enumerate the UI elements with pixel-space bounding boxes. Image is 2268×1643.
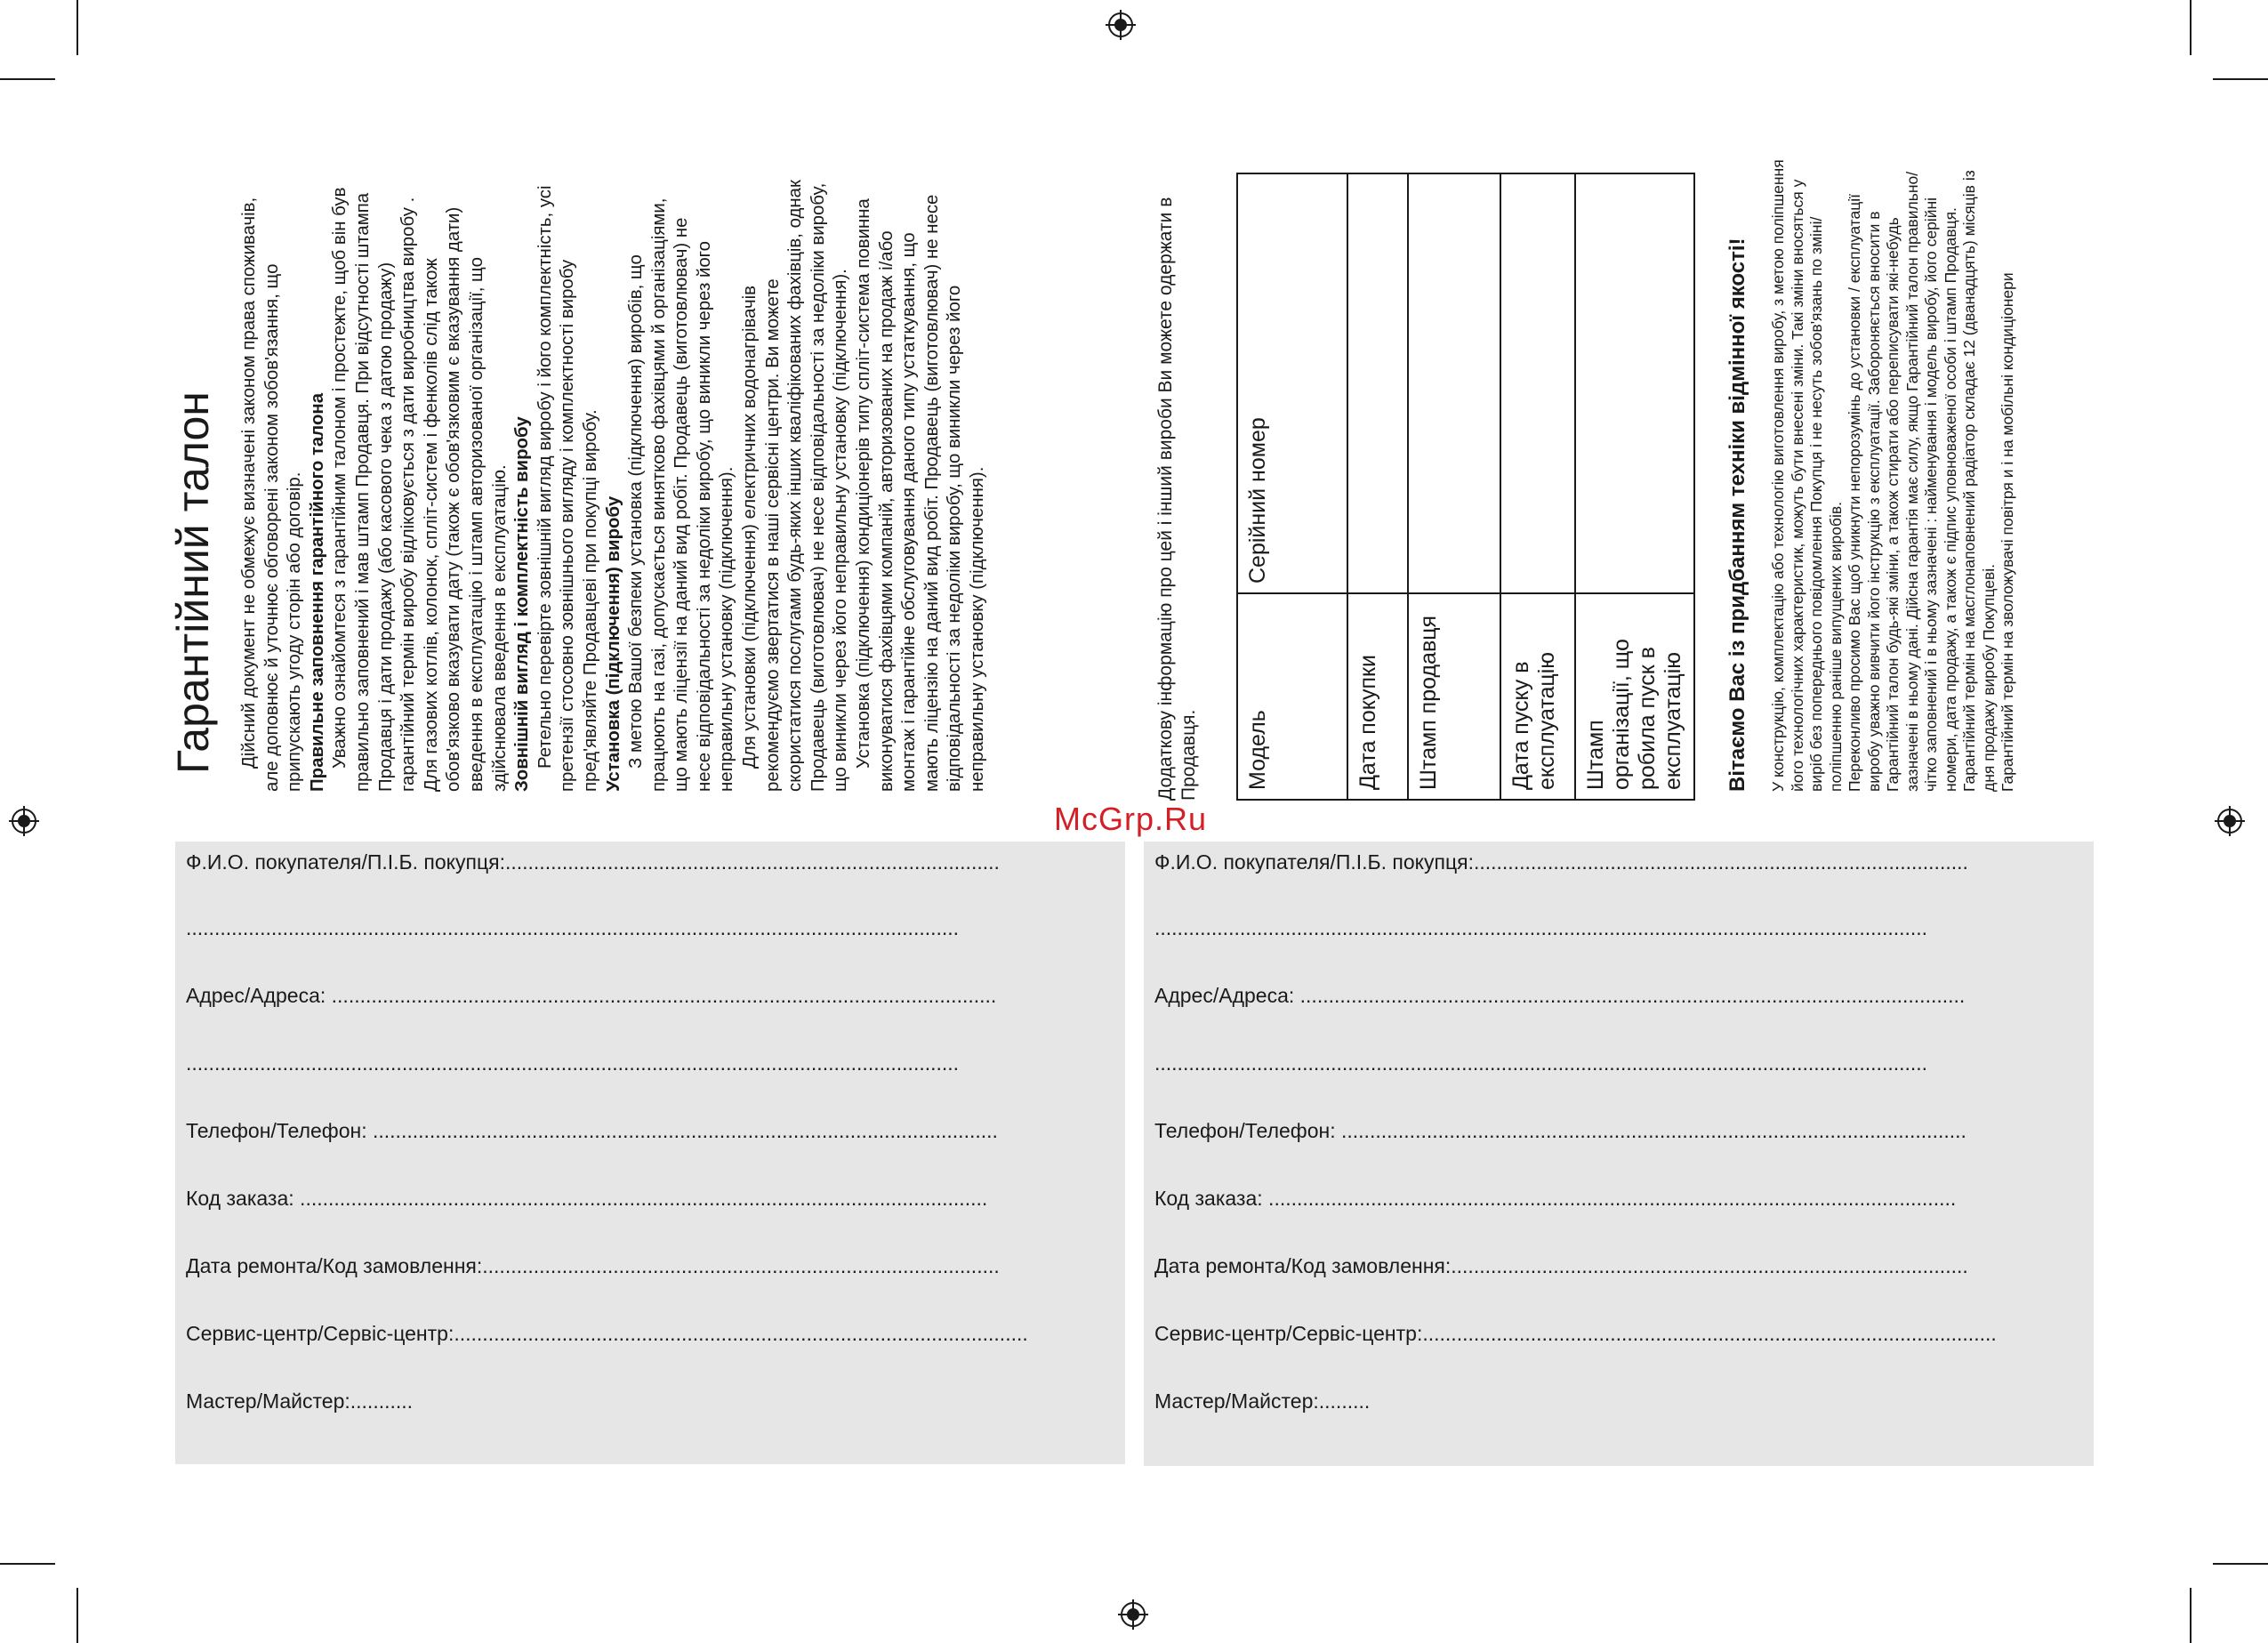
warranty-paragraph: Ретельно перевірте зовнішній вигляд виробу і його комплектність, усі претензії стосовно зовнішнього вигляду і комплектності виробу пред'являйте Продавцеві при покупці виробу.	[535, 185, 600, 792]
crop-mark	[2190, 0, 2192, 55]
welcome-paragraph: У конструкцію, комплектацію або технологію виготовлення виробу, з метою поліпшення його технологічних характеристик, можуть бути внесені зміни. Такі зміни вносяться у виріб без попереднього повідомлення Покупця і не несуть зобов'язань по зміні/поліпшенню раніше випущених виробів.	[1769, 159, 1845, 792]
phone-field[interactable]: Телефон/Телефон: ..............................................................................................................	[1154, 1119, 1966, 1142]
warranty-paragraph: Установка (підключення) кондиціонерів типу спліт-система повинна виконуватися фахівцями компаній, авторизованих на продаж і/або монтаж і гарантійне обслуговування даного типу устаткування, що мають ліцензію на даний вид робіт. Продавець (виготовлювач) не несе відповідальності за недоліки виробу, що виникли через його неправильну установку (підключення).	[854, 194, 987, 792]
service-center-field[interactable]: Сервис-центр/Сервіс-центр:.....................................................................................................	[186, 1322, 1028, 1345]
table-cell-empty	[1347, 173, 1408, 593]
repair-date-field[interactable]: Дата ремонта/Код замовлення:...........................................................................................	[186, 1254, 1000, 1277]
table-cell-empty	[1500, 173, 1575, 593]
welcome-paragraph: Гарантійний термін на зволожувачі повітря и і на мобільні кондиціонери	[1999, 272, 2016, 792]
table-cell-seller-stamp: Штамп продавця	[1408, 593, 1500, 800]
crop-mark	[2190, 1588, 2192, 1643]
table-cell-serial: Серійний номер	[1237, 173, 1347, 593]
repair-date-field[interactable]: Дата ремонта/Код замовлення:...........................................................................................	[1154, 1254, 1968, 1277]
crop-mark	[0, 78, 55, 80]
table-cell-start-date: Дата пуску в експлуатацію	[1500, 593, 1575, 800]
table-cell-empty	[1408, 173, 1500, 593]
address-field[interactable]: Адрес/Адреса: .....................................................................................................................	[186, 984, 997, 1007]
address-field[interactable]: Адрес/Адреса: .....................................................................................................................	[1154, 984, 1966, 1007]
warranty-heading: Правильне заповнення гарантійного талона	[307, 392, 327, 792]
warranty-paragraph: Для установки (підключення) електричних водонагрівачів рекомендуємо звертатися в наші сервісні центри. Ви можете скористатися послугами будь-яких інших кваліфікованих фахівців, однак Продавець (виготовлювач) не несе відповідальності за недоліки виробу, що виникли через його неправильну установку (підключення).	[740, 180, 851, 792]
blank-line[interactable]: ........................................................................................................................................	[1154, 916, 1928, 939]
warranty-paragraph: Уважно ознайомтеся з гарантійним талоном і простежте, щоб він був правильно заповнений і мав штамп Продавця. При відсутності штампа Продавця і дати продажу (або касового чека з датою продажу) гарантійний термін виробу відліковується з дати виробництва виробу . Для газових котлів, колонок, спліт-систем і фенколів слід також обов'язково вказувати дату (також є обов'язковим є вказування дати) введення в експлуатацію і штамп авторизованої організації, що здійснювала введення в експлуатацію.	[330, 187, 510, 792]
service-center-field[interactable]: Сервис-центр/Сервіс-центр:.....................................................................................................	[1154, 1322, 1997, 1345]
welcome-title: Вітаємо Вас із придбанням техніки відмінної якості!	[1725, 238, 1749, 792]
buyer-field[interactable]: Ф.И.О. покупателя/П.І.Б. покупця:.......................................................................................	[1154, 850, 1968, 874]
crop-mark	[76, 0, 78, 55]
blank-line[interactable]: ........................................................................................................................................	[186, 916, 960, 939]
registration-mark-right	[2215, 806, 2245, 836]
blank-line[interactable]: ........................................................................................................................................	[186, 1051, 960, 1075]
warranty-heading: Зовнішній вигляд і комплектність виробу	[512, 416, 533, 792]
warranty-text	[238, 178, 990, 792]
watermark: McGrp.Ru	[1054, 801, 1208, 837]
table-cell-org-stamp: Штамп організації, що робила пуск в експлуатацію	[1575, 593, 1694, 800]
product-info-table	[1236, 173, 1688, 801]
master-field[interactable]: Мастер/Майстер:.........	[1154, 1389, 1371, 1413]
extra-info-text: Додаткову інформацію про цей і інший вироби Ви можете одержати в Продавця.	[1155, 197, 1199, 801]
crop-mark	[76, 1588, 78, 1643]
phone-field[interactable]: Телефон/Телефон: ..............................................................................................................	[186, 1119, 998, 1142]
warranty-paragraph: З метою Вашої безпеки установка (підключення) виробів, що працюють на газі, допускається винятково фахівцями й організаціями, що мають ліцензії на даний вид робіт. Продавець (виготовлювач) не несе відповідальності за недоліки виробу, що виникли через його неправильну установку (підключення).	[626, 197, 737, 792]
master-field[interactable]: Мастер/Майстер:...........	[186, 1389, 414, 1413]
repair-form-right	[1144, 842, 2094, 1466]
crop-mark	[2213, 78, 2268, 80]
registration-mark-top	[1106, 10, 1136, 40]
table-cell-purchase-date: Дата покупки	[1347, 593, 1408, 800]
welcome-text	[1741, 151, 2018, 792]
order-code-field[interactable]: Код заказа: .........................................................................................................................	[1154, 1187, 1957, 1210]
warranty-title: Гарантійний талон	[168, 391, 218, 774]
blank-line[interactable]: ........................................................................................................................................	[1154, 1051, 1928, 1075]
welcome-paragraph: Переконливо просимо Вас щоб уникнути непорозумінь до установки / експлуатації виробу уважно вивчити його інструкцію з експлуатації. Забороняється вносити в Гарантійний талон будь-які зміни, а також стирати або переписувати які-небудь зазначені в ньому дані. Дійсна гарантія має силу, якщо Гарантійний талон правильно/чітко заповнений і в ньому зазначені : найменування і модель виробу, його серійні номери, дата продажу, а також є підпис уповноваженої особи і штамп Продавця.	[1846, 171, 1959, 792]
warranty-heading: Установка (підключення) виробу	[603, 495, 623, 792]
repair-form-left	[175, 842, 1125, 1464]
registration-mark-left	[9, 806, 39, 836]
crop-mark	[0, 1563, 55, 1565]
crop-mark	[2213, 1563, 2268, 1565]
welcome-paragraph: Гарантійний термін на масглонаповнений радіатор складає 12 (дванадцять) місяців із дня продажу виробу Покупцеві.	[1960, 170, 1998, 792]
buyer-field[interactable]: Ф.И.О. покупателя/П.І.Б. покупця:.......................................................................................	[186, 850, 1000, 874]
registration-mark-bottom	[1118, 1599, 1148, 1630]
warranty-paragraph: Дійсний документ не обмежує визначені законом права споживачів, але доповнює й уточнює обговорені законом зобов'язання, що припускають угоду сторін або договір.	[239, 197, 305, 792]
order-code-field[interactable]: Код заказа: .........................................................................................................................	[186, 1187, 988, 1210]
table-cell-empty	[1575, 173, 1694, 593]
table-cell-model: Модель	[1237, 593, 1347, 800]
